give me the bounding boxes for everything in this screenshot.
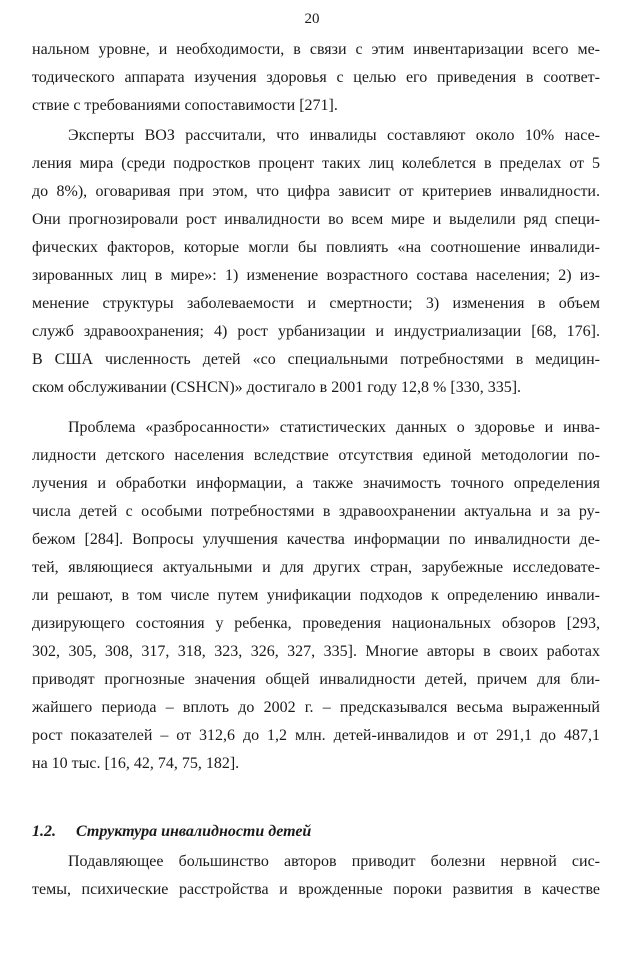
text-line: тей, являющиеся актуальными и для других стран, зарубежные исследовате- — [32, 559, 600, 576]
text-line: жайшего периода – вплоть до 2002 г. – предсказывался весьма выраженный — [32, 699, 600, 716]
text-line: зированных лиц в мире»: 1) изменение возрастного состава населения; 2) из- — [32, 267, 600, 284]
text-line: Подавляющее большинство авторов приводит болезни нервной сис- — [68, 853, 600, 870]
section-heading — [32, 818, 311, 846]
text-line: Проблема «разбросанности» статистических данных о здоровье и инва- — [68, 419, 600, 436]
text-line: ли решают, в том числе путем унификации подходов к определению инвали- — [32, 587, 600, 604]
text-line: лидности детского населения вследствие отсутствия единой методологии по- — [32, 447, 600, 464]
text-line: дизирующего состояния у ребенка, проведения национальных обзоров [293, — [32, 615, 600, 632]
text-line: на 10 тыс. [16, 42, 74, 75, 182]. — [32, 755, 240, 772]
text-line: приводят прогнозные значения общей инвалидности детей, причем для бли- — [32, 671, 600, 688]
paragraph-2 — [32, 122, 600, 402]
text-line: Эксперты ВОЗ рассчитали, что инвалиды составляют около 10% насе- — [68, 127, 600, 144]
text-line: Они прогнозировали рост инвалидности во всем мире и выделили ряд специ- — [32, 211, 600, 228]
text-line: темы, психические расстройства и врожденные пороки развития в качестве — [32, 881, 600, 898]
section-title: Структура инвалидности детей — [76, 823, 312, 840]
text-line: числа детей с особыми потребностями в здравоохранении актуальна и за ру- — [32, 503, 600, 520]
text-line: служб здравоохранения; 4) рост урбанизации и индустриализации [68, 176]. — [32, 323, 600, 340]
text-line: рост показателей – от 312,6 до 1,2 млн. детей-инвалидов и от 291,1 до 487,1 — [32, 727, 600, 744]
text-line: ления мира (среди подростков процент таких лиц колеблется в пределах от 5 — [32, 155, 600, 172]
text-line: бежом [284]. Вопросы улучшения качества информации по инвалидности де- — [32, 531, 600, 548]
paragraph-4 — [32, 848, 600, 904]
paragraph-1 — [32, 36, 600, 120]
text-line: фических факторов, которые могли бы повлиять «на соотношение инвалиди- — [32, 239, 600, 256]
text-line: ствие с требованиями сопоставимости [271]. — [32, 97, 338, 114]
text-line: менение структуры заболеваемости и смертности; 3) изменения в объем — [32, 295, 600, 312]
text-line: тодического аппарата изучения здоровья с целью его приведения в соответ- — [32, 69, 600, 86]
section-number: 1.2. — [32, 823, 56, 840]
text-line: нальном уровне, и необходимости, в связи с этим инвентаризации всего ме- — [32, 41, 600, 58]
text-line: В США численность детей «со специальными потребностями в медицин- — [32, 351, 600, 368]
text-line: 302, 305, 308, 317, 318, 323, 326, 327, 335]. Многие авторы в своих работах — [32, 643, 600, 660]
paragraph-3 — [32, 414, 600, 778]
text-line: лучения и обработки информации, а также значимость точного определения — [32, 475, 600, 492]
text-line: до 8%), оговаривая при этом, что цифра зависит от критериев инвалидности. — [32, 183, 600, 200]
page-number: 20 — [304, 11, 320, 27]
text-line: ском обслуживании (CSHCN)» достигало в 2001 году 12,8 % [330, 335]. — [32, 379, 522, 396]
